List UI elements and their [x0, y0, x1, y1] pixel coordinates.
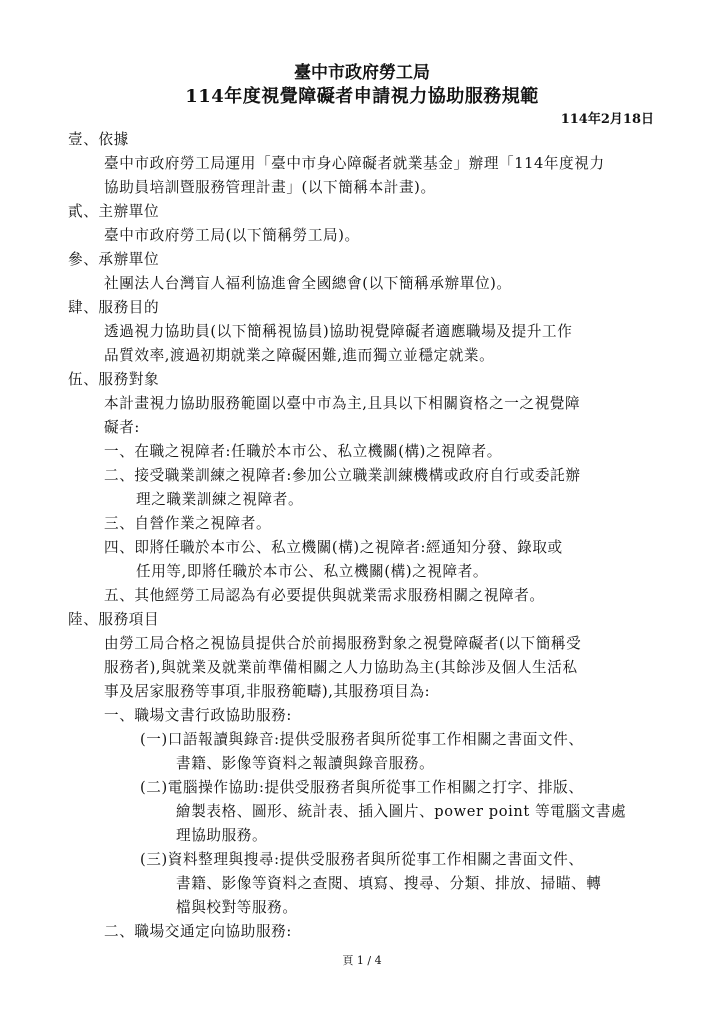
body-line: 服務者),與就業及就業前準備相關之人力協助為主(其餘涉及個人生活私 [104, 659, 578, 676]
body-line: 品質效率,渡過初期就業之障礙困難,進而獨立並穩定就業。 [104, 347, 495, 364]
list-item: 二、職場交通定向協助服務: [104, 923, 292, 940]
sub-list-item-continued: 書籍、影像等資料之查閱、填寫、搜尋、分類、排放、掃瞄、轉 [176, 875, 602, 892]
document-title: 114年度視覺障礙者申請視力協助服務規範 [185, 86, 539, 107]
body-line: 由勞工局合格之視協員提供合於前揭服務對象之視覺障礙者(以下簡稱受 [104, 635, 582, 652]
body-line: 社團法人台灣盲人福利協進會全國總會(以下簡稱承辦單位)。 [104, 275, 512, 292]
list-item-continued: 任用等,即將任職於本市公、私立機關(構)之視障者。 [136, 563, 489, 580]
page-number: 頁 1 / 4 [342, 954, 382, 967]
list-item: 二、接受職業訓練之視障者:參加公立職業訓練機構或政府自行或委託辦 [104, 467, 581, 484]
body-line: 本計畫視力協助服務範圍以臺中市為主,且具以下相關資格之一之視覺障 [104, 395, 581, 412]
sub-list-item-continued: 理協助服務。 [176, 827, 268, 844]
document-date: 114年2月18日 [560, 112, 654, 127]
org-title: 臺中市政府勞工局 [294, 63, 430, 83]
body-line: 協助員培訓暨服務管理計畫」(以下簡稱本計畫)。 [104, 179, 436, 196]
sub-list-item-continued: 檔與校對等服務。 [176, 899, 298, 916]
list-item: 五、其他經勞工局認為有必要提供與就業需求服務相關之視障者。 [104, 587, 545, 604]
body-line: 臺中市政府勞工局運用「臺中市身心障礙者就業基金」辦理「114年度視力 [104, 155, 605, 172]
list-item: 一、職場文書行政協助服務: [104, 707, 292, 724]
body-line: 礙者: [104, 419, 140, 436]
section-heading: 肆、服務目的 [68, 299, 160, 316]
section-heading: 參、承辦單位 [68, 251, 160, 268]
section-heading: 貳、主辦單位 [68, 203, 160, 220]
section-heading: 壹、依據 [68, 131, 129, 148]
sub-list-item-continued: 書籍、影像等資料之報讀與錄音服務。 [176, 755, 435, 772]
body-line: 透過視力協助員(以下簡稱視協員)協助視覺障礙者適應職場及提升工作 [104, 323, 573, 340]
list-item: 三、自營作業之視障者。 [104, 515, 272, 532]
list-item: 一、在職之視障者:任職於本市公、私立機關(構)之視障者。 [104, 443, 502, 460]
body-line: 臺中市政府勞工局(以下簡稱勞工局)。 [104, 227, 360, 244]
section-heading: 陸、服務項目 [68, 611, 160, 628]
list-item-continued: 理之職業訓練之視障者。 [136, 491, 304, 508]
sub-list-item: (二)電腦操作協助:提供受服務者與所從事工作相關之打字、排版、 [140, 779, 584, 796]
list-item: 四、即將任職於本市公、私立機關(構)之視障者:經通知分發、錄取或 [104, 539, 563, 556]
section-heading: 伍、服務對象 [68, 371, 160, 388]
sub-list-item-continued: 繪製表格、圖形、統計表、插入圖片、power point 等電腦文書處 [176, 803, 627, 820]
sub-list-item: (三)資料整理與搜尋:提供受服務者與所從事工作相關之書面文件、 [140, 851, 584, 868]
sub-list-item: (一)口語報讀與錄音:提供受服務者與所從事工作相關之書面文件、 [140, 731, 584, 748]
body-line: 事及居家服務等事項,非服務範疇),其服務項目為: [104, 683, 431, 700]
